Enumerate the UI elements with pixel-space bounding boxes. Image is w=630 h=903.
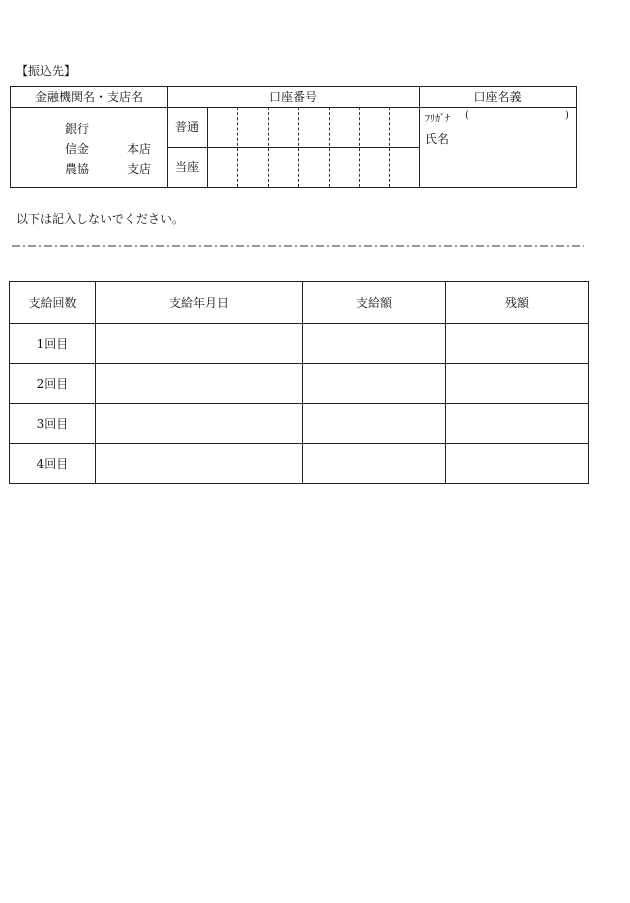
table-row — [10, 364, 589, 404]
payment-amount-cell — [303, 324, 446, 364]
institution-row — [65, 119, 89, 139]
payment-count-cell: 2回目 — [10, 364, 96, 404]
institution-row — [65, 139, 152, 159]
payment-header-row — [10, 282, 589, 324]
payment-amount-cell — [303, 404, 446, 444]
header-divider — [11, 107, 576, 108]
institution-type-nokyo: 農協 — [65, 162, 90, 176]
column-divider — [419, 87, 420, 187]
payment-table — [9, 281, 589, 484]
payment-amount-cell — [303, 444, 446, 484]
furigana-field — [425, 110, 570, 125]
furigana-close-paren: ) — [565, 110, 569, 121]
table-row — [10, 444, 589, 484]
balance-cell — [446, 324, 589, 364]
digit-separator — [329, 107, 330, 187]
do-not-fill-note: 以下は記入しないでください。 — [16, 212, 185, 226]
account-type-current: 当座 — [174, 160, 199, 174]
header-payment-date: 支給年月日 — [96, 282, 303, 324]
header-payment-amount: 支給額 — [303, 282, 446, 324]
branch-type-main: 本店 — [127, 142, 152, 156]
institution-type-shinkin: 信金 — [65, 142, 90, 156]
institution-row — [65, 159, 152, 179]
digit-separator — [268, 107, 269, 187]
branch-type-branch: 支店 — [127, 162, 152, 176]
header-account-number: 口座番号 — [268, 90, 317, 104]
digit-separator — [359, 107, 360, 187]
payment-date-cell — [96, 324, 303, 364]
payment-count-cell: 4回目 — [10, 444, 96, 484]
institution-type-bank: 銀行 — [65, 122, 90, 136]
header-payment-count: 支給回数 — [10, 282, 96, 324]
header-institution: 金融機関名・支店名 — [34, 90, 143, 104]
digit-separator — [237, 107, 238, 187]
balance-cell — [446, 444, 589, 484]
bank-transfer-table — [10, 86, 577, 188]
digit-separator — [298, 107, 299, 187]
cut-line — [12, 245, 584, 247]
payment-date-cell — [96, 364, 303, 404]
account-type-row-divider — [167, 147, 419, 148]
header-balance: 残額 — [446, 282, 589, 324]
digit-separator — [389, 107, 390, 187]
account-type-ordinary: 普通 — [174, 120, 199, 134]
table-row — [10, 324, 589, 364]
payment-count-cell: 1回目 — [10, 324, 96, 364]
section-heading: 【振込先】 — [16, 64, 77, 78]
furigana-open-paren: ( — [465, 110, 469, 121]
table-row — [10, 404, 589, 444]
balance-cell — [446, 364, 589, 404]
payment-date-cell — [96, 404, 303, 444]
payment-amount-cell — [303, 364, 446, 404]
header-account-holder: 口座名義 — [473, 90, 522, 104]
payment-count-cell: 3回目 — [10, 404, 96, 444]
balance-cell — [446, 404, 589, 444]
institution-options — [65, 119, 152, 179]
payment-date-cell — [96, 444, 303, 484]
furigana-label: ﾌﾘｶﾞﾅ — [425, 114, 450, 125]
holder-name-label: 氏名 — [425, 132, 450, 146]
